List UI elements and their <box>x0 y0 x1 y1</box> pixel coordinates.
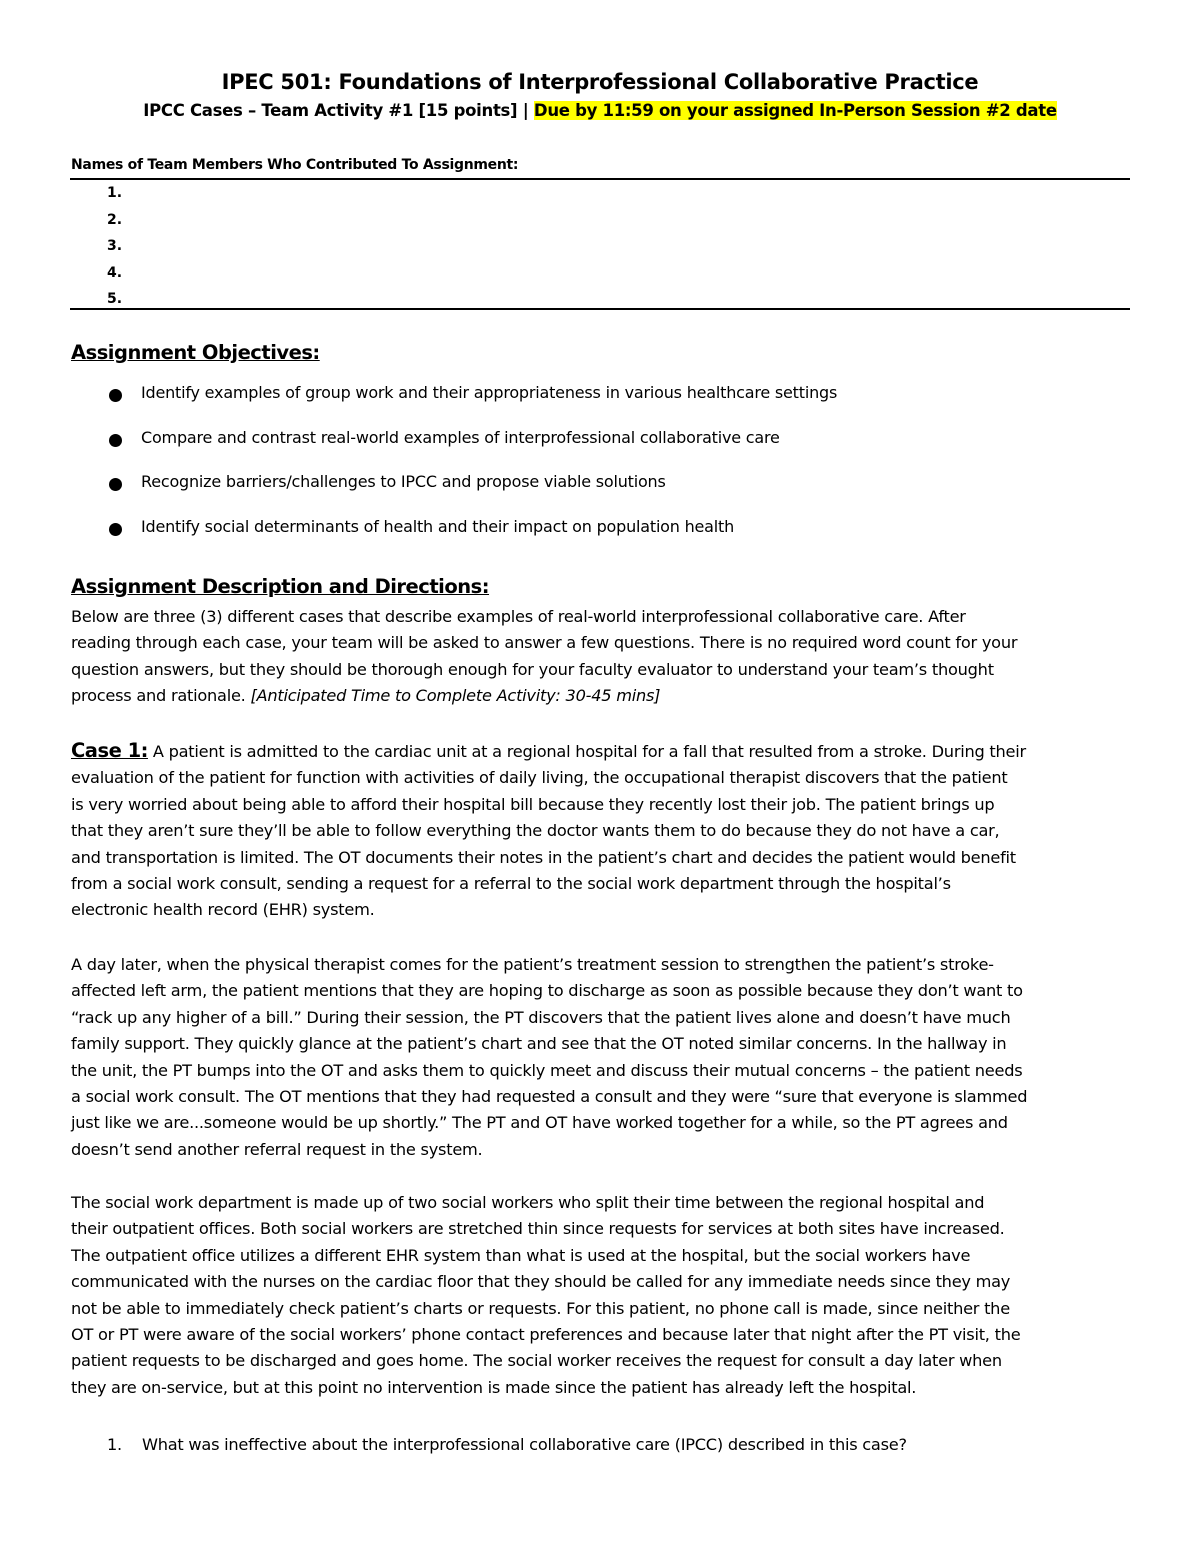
due-date-highlight: Due by 11:59 on your assigned In-Person Session #2 date <box>533 101 1057 120</box>
question-number: 1. <box>107 1435 122 1454</box>
case1-label: Case 1: <box>71 739 148 762</box>
question-text: What was ineffective about the interprofessional collaborative care (IPCC) described in this case? <box>142 1435 907 1454</box>
team-member-4: 4. <box>107 264 123 281</box>
case1-paragraph-2: A day later, when the physical therapist comes for the patient’s treatment session to strengthen the patient’s stroke- affected left arm, the patient mentions that they are hoping to discharge as soon as possible because they don’t want to “rack up any higher of a bill.” During their session, the PT discovers that the patient lives alone and doesn’t have much family support. They quickly glance at the patient’s chart and see that the OT noted similar concerns. In the hallway in the unit, the PT bumps into the OT and asks them to quickly meet and discuss their mutual concerns – the patient needs a social work consult. The OT mentions that they had requested a consult and they were “sure that everyone is slammed just like we are...someone would be up shortly.” The PT and OT have worked together for a while, so the PT agrees and doesn’t send another referral request in the system. <box>71 955 1028 1159</box>
team-member-3: 3. <box>107 238 123 254</box>
team-member-1: 1. <box>107 185 123 201</box>
team-bottom-rule <box>70 308 1130 310</box>
bullet-icon <box>109 478 122 491</box>
objectives-list <box>107 383 837 561</box>
case1-paragraph-3: The social work department is made up of two social workers who split their time between the regional hospital and their outpatient offices. Both social workers are stretched thin since requests for services at both sites have increased. The outpatient office utilizes a different EHR system than what is used at the hospital, but the social workers have communicated with the nurses on the cardiac floor that they should be called for any immediate needs since they may not be able to immediately check patient’s charts or requests. For this patient, no phone call is made, since neither the OT or PT were aware of the social workers’ phone contact preferences and because later that night after the PT visit, the patient requests to be discharged and goes home. The social worker receives the request for consult a day later when they are on-service, but at this point no intervention is made since the patient has already left the hospital. <box>71 1193 1021 1397</box>
time-note: [Anticipated Time to Complete Activity: 30-45 mins] <box>250 686 661 706</box>
team-member-2: 2. <box>107 211 123 228</box>
objective-item: Compare and contrast real-world examples of interprofessional collaborative care <box>107 428 837 473</box>
team-member-5: 5. <box>107 291 123 307</box>
objective-item: Identify examples of group work and their appropriateness in various healthcare settings <box>107 383 837 428</box>
bullet-icon <box>109 434 122 447</box>
bullet-icon <box>109 389 122 402</box>
page-subtitle <box>0 101 1200 120</box>
subtitle-activity: IPCC Cases – Team Activity #1 [15 points] | <box>143 101 529 120</box>
page-title: IPEC 501: Foundations of Interprofessional Collaborative Practice <box>221 70 979 94</box>
case1-question-1 <box>107 1434 907 1456</box>
case1-paragraph-1: Case 1: A patient is admitted to the cardiac unit at a regional hospital for a fall that resulted from a stroke. During their evaluation of the patient for function with activities of daily living, the occupational therapist discovers that the patient is very worried about being able to afford their hospital bill because they recently lost their job. The patient brings up that they aren’t sure they’ll be able to follow everything the doctor wants them to do because they do not have a car, and transportation is limited. The OT documents their notes in the patient’s chart and decides the patient would benefit from a social work consult, sending a request for a referral to the social work department through the hospital’s electronic health record (EHR) system. <box>71 739 1026 920</box>
objective-item: Recognize barriers/challenges to IPCC and propose viable solutions <box>107 472 837 517</box>
objectives-heading: Assignment Objectives: <box>71 341 320 364</box>
team-members-label: Names of Team Members Who Contributed To Assignment: <box>71 157 519 173</box>
objective-item: Identify social determinants of health and their impact on population health <box>107 517 837 562</box>
bullet-icon <box>109 523 122 536</box>
description-heading: Assignment Description and Directions: <box>71 575 490 598</box>
team-member-list <box>107 184 122 317</box>
team-top-rule <box>70 178 1130 180</box>
description-paragraph: Below are three (3) different cases that describe examples of real-world interprofessional collaborative care. After reading through each case, your team will be asked to answer a few questions. There is no required word count for your question answers, but they should be thorough enough for your faculty evaluator to understand your team’s thought process and rationale. [Anticipated Time to Complete Activity: 30-45 mins] <box>71 607 1018 706</box>
